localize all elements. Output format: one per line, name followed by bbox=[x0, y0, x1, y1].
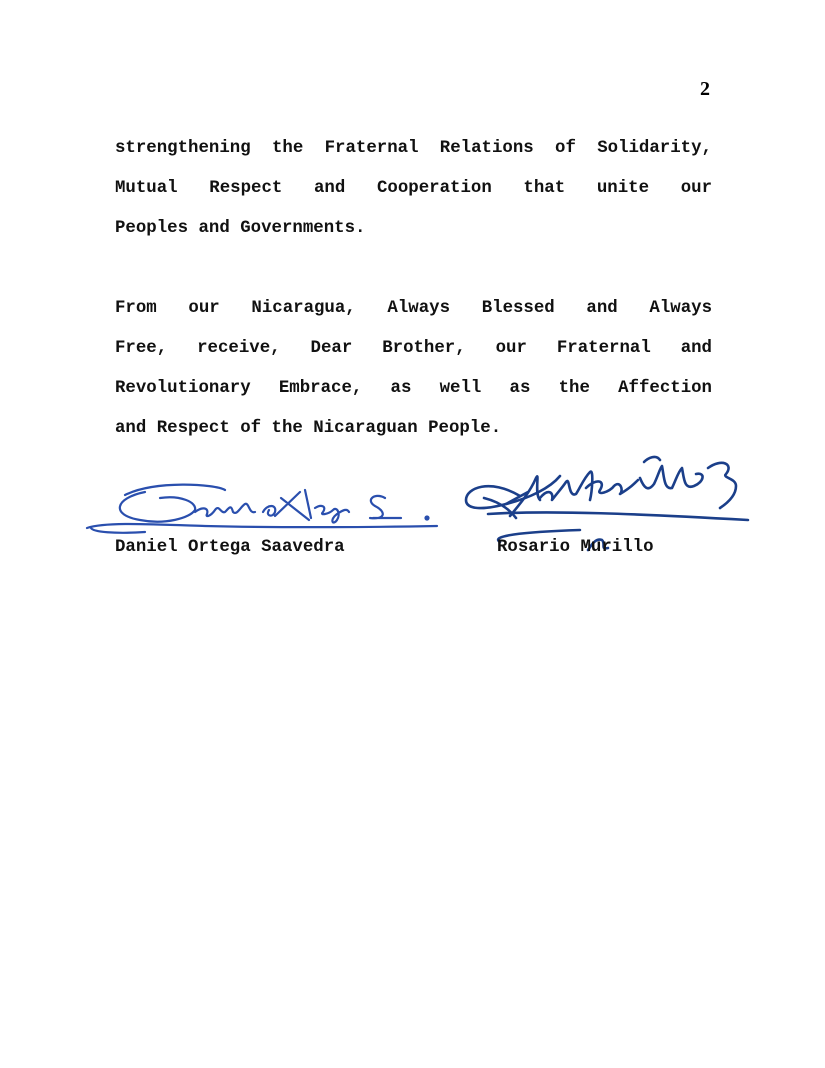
paragraph-closing-relations bbox=[115, 129, 712, 249]
text-line: From our Nicaragua, Always Blessed and Always bbox=[115, 299, 712, 318]
signatory-name: Rosario Murillo bbox=[497, 538, 654, 557]
page-number: 2 bbox=[700, 78, 710, 100]
text-line: Peoples and Governments. bbox=[115, 219, 366, 238]
paragraph-embrace bbox=[115, 289, 712, 449]
signatory-name: Daniel Ortega Saavedra bbox=[115, 538, 345, 557]
text-line: Mutual Respect and Cooperation that unite our bbox=[115, 179, 712, 198]
text-line: Free, receive, Dear Brother, our Fraternal and bbox=[115, 339, 712, 358]
signature-daniel-ortega bbox=[85, 470, 445, 545]
text-line: Revolutionary Embrace, as well as the Affection bbox=[115, 379, 712, 398]
text-line: strengthening the Fraternal Relations of Solidarity, bbox=[115, 139, 712, 158]
text-line: and Respect of the Nicaraguan People. bbox=[115, 419, 502, 438]
